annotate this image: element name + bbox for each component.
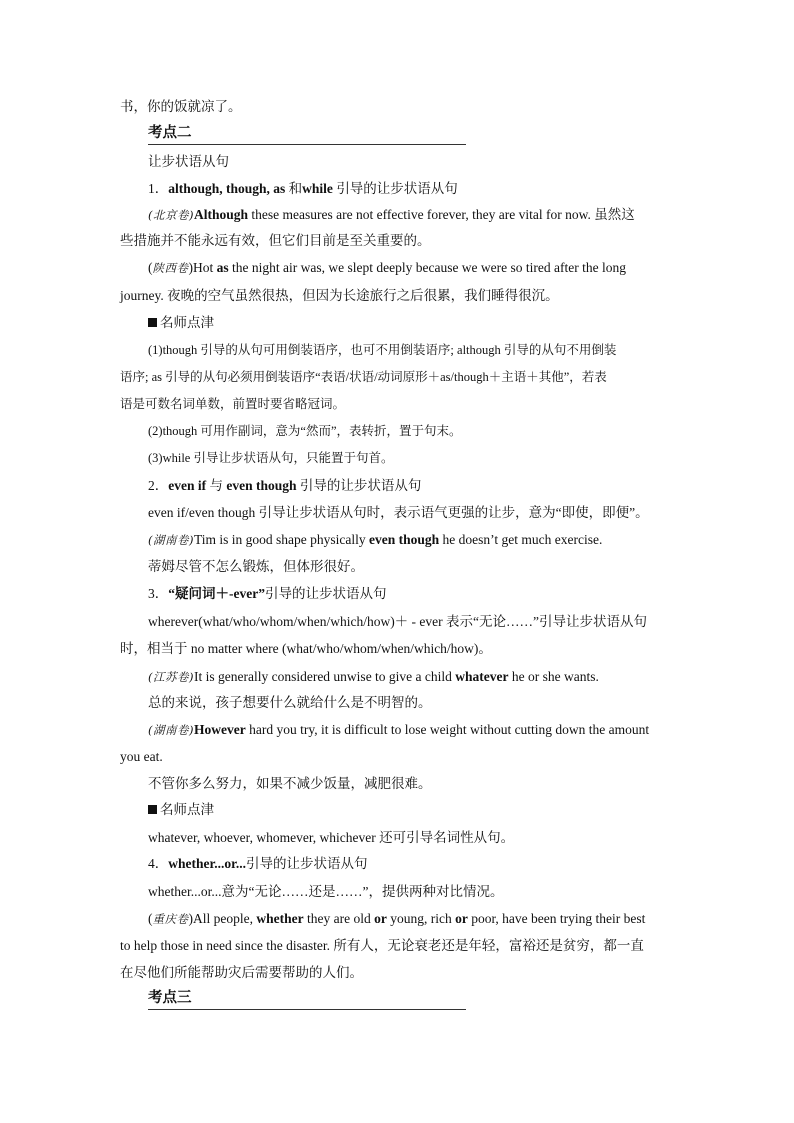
text-line: (3)while 引导让步状语从句，只能置于句首。 (148, 451, 394, 465)
section-heading-text: 考点三 (148, 990, 192, 1006)
text-line: journey. 夜晚的空气虽然很热，但因为长途旅行之后很累，我们睡得很沉。 (120, 288, 559, 303)
example-line: (陕西卷)Hot as the night air was, we slept deeply because we were so tired after the long (148, 260, 626, 275)
square-bullet-icon (148, 805, 157, 814)
text-line: 蒂姆尽管不怎么锻炼，但体形很好。 (148, 559, 364, 574)
example-line: (江苏卷)It is generally considered unwise to give a child whatever he or she wants. (148, 669, 599, 684)
text-line: 时，相当于 no matter where (what/who/whom/when/which/how)。 (120, 641, 492, 656)
subheading-line: 3．“疑问词＋-ever”引导的让步状语从句 (148, 586, 387, 601)
text-line: whatever, whoever, whomever, whichever 还可引导名词性从句。 (148, 830, 515, 845)
subheading-line: 2．even if 与 even though 引导的让步状语从句 (148, 478, 422, 493)
source-label: (北京卷) (148, 208, 194, 222)
source-label: (湖南卷) (148, 723, 194, 737)
example-line: (湖南卷)Tim is in good shape physically even though he doesn’t get much exercise. (148, 532, 603, 547)
tip-heading: 名师点津 (148, 801, 214, 819)
text-line: even if/even though 引导让步状语从句时，表示语气更强的让步，意为“即使，即便”。 (148, 505, 649, 520)
subheading-line: 1．although, though, as 和while 引导的让步状语从句 (148, 181, 458, 196)
text-line: 在尽他们所能帮助灾后需要帮助的人们。 (120, 965, 363, 980)
example-line: (湖南卷)However hard you try, it is difficult to lose weight without cutting down the amount (148, 722, 650, 737)
text-line: wherever(what/who/whom/when/which/how)＋ - ever 表示“无论……”引导让步状语从句 (148, 614, 648, 629)
text-line: to help those in need since the disaster. 所有人，无论衰老还是年轻，富裕还是贫穷，都一直 (120, 938, 644, 953)
source-label: (江苏卷) (148, 670, 194, 684)
section-heading (148, 989, 466, 1010)
section-heading-text: 考点二 (148, 125, 192, 141)
text-line: 不管你多么努力，如果不减少饭量，减肥很难。 (148, 776, 432, 791)
text-line: 书，你的饭就凉了。 (120, 99, 242, 114)
text-line: whether...or...意为“无论……还是……”，提供两种对比情况。 (148, 884, 504, 899)
tip-heading: 名师点津 (148, 314, 214, 332)
source-label: 陕西卷 (152, 261, 189, 275)
text-line: 语序; as 引导的从句必须用倒装语序“表语/状语/动词原形＋as/though＋主语＋其他”，若表 (120, 370, 607, 384)
text-line: 总的来说，孩子想要什么就给什么是不明智的。 (148, 695, 432, 710)
source-label: (湖南卷) (148, 533, 194, 547)
text-line: (2)though 可用作副词，意为“然而”，表转折，置于句末。 (148, 424, 462, 438)
section-heading (148, 124, 466, 145)
text-line: 语是可数名词单数，前置时要省略冠词。 (120, 397, 346, 411)
text-line: 些措施并不能永远有效，但它们目前是至关重要的。 (120, 233, 431, 248)
text-line: (1)though 引导的从句可用倒装语序，也可不用倒装语序; although 引导的从句不用倒装 (148, 343, 617, 357)
square-bullet-icon (148, 318, 157, 327)
source-label: 重庆卷 (152, 912, 189, 926)
subheading-line: 4．whether...or...引导的让步状语从句 (148, 856, 368, 871)
example-line: (重庆卷)All people, whether they are old or young, rich or poor, have been trying their best (148, 911, 646, 926)
text-line: you eat. (120, 749, 163, 764)
example-line: (北京卷)Although these measures are not effective forever, they are vital for now. 虽然这 (148, 207, 635, 222)
text-line: 让步状语从句 (148, 154, 229, 169)
